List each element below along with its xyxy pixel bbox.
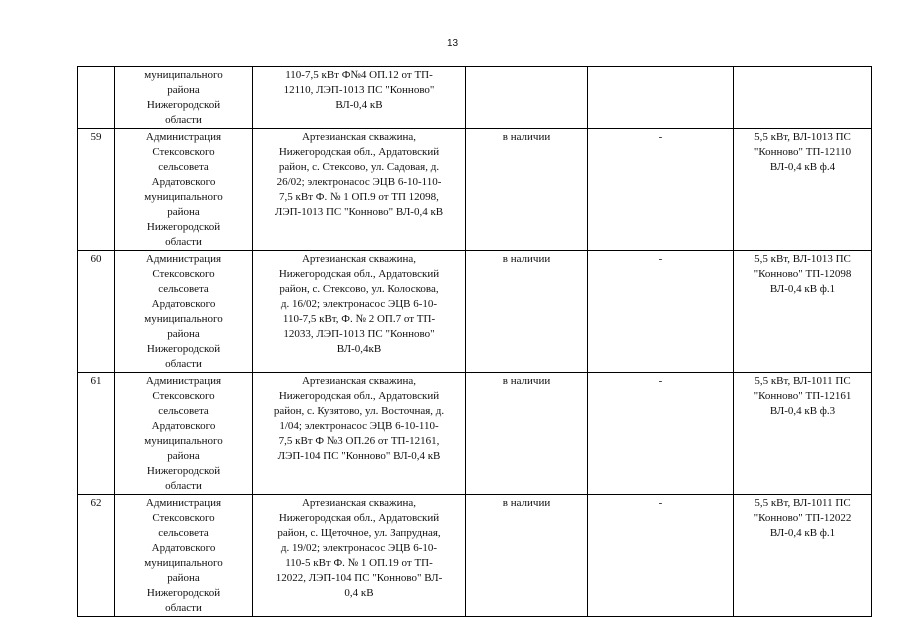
owner-cell-line: района [167,206,200,218]
object-cell-line: район, с. Кузятово, ул. Восточная, д. [273,405,445,417]
object-cell-line: Артезианская скважина, [301,131,417,143]
object-cell [253,373,466,495]
owner-cell-line: муниципального [144,69,223,81]
owner-cell-line: сельсовета [158,161,209,173]
object-cell-line: 26/02; электронасос ЭЦВ 6-10-110- [276,176,442,188]
object-cell-line: д. 16/02; электронасос ЭЦВ 6-10- [280,298,438,310]
owner-cell-line: Нижегородской [146,343,221,355]
page-number: 13 [446,38,459,49]
owner-cell-line: муниципального [144,557,223,569]
dash-cell: - [588,251,734,373]
owner-cell-line: сельсовета [158,405,209,417]
object-cell-line: 110-7,5 кВт Ф№4 ОП.12 от ТП- [285,69,433,81]
object-cell-line: 12022, ЛЭП-104 ПС "Конново" ВЛ- [275,572,443,584]
object-cell-line: 0,4 кВ [344,587,374,599]
owner-cell-line: Стексовского [152,268,215,280]
owner-cell-line: области [165,236,202,248]
power-cell-line: 5,5 кВт, ВЛ-1011 ПС [754,375,851,387]
object-cell-line: ВЛ-0,4 кВ [335,99,383,111]
object-cell-line: 7,5 кВт Ф. № 1 ОП.9 от ТП 12098, [279,191,439,203]
owner-cell-line: Стексовского [152,390,215,402]
row-number-cell [78,67,115,129]
status-cell [466,67,588,129]
power-cell [734,495,872,617]
object-cell [253,67,466,129]
object-cell-line: 1/04; электронасос ЭЦВ 6-10-110- [279,420,439,432]
power-cell-line: ВЛ-0,4 кВ ф.4 [769,161,836,173]
owner-cell-line: Администрация [145,375,222,387]
owner-cell [115,373,253,495]
object-cell-line: Артезианская скважина, [301,497,417,509]
power-cell-line: ВЛ-0,4 кВ ф.1 [769,527,836,539]
owner-cell-line: муниципального [144,313,223,325]
dash-cell: - [588,373,734,495]
power-cell-line: ВЛ-0,4 кВ ф.1 [769,283,836,295]
object-cell-line: район, с. Щеточное, ул. Запрудная, [277,527,441,539]
owner-cell-line: района [167,84,200,96]
object-cell-line: ЛЭП-104 ПС "Конново" ВЛ-0,4 кВ [277,450,441,462]
owner-cell-line: Нижегородской [146,99,221,111]
document-table [77,66,872,617]
power-cell-line: "Конново" ТП-12161 [753,390,852,402]
power-cell-line: 5,5 кВт, ВЛ-1013 ПС [754,253,851,265]
object-cell-line: 12033, ЛЭП-1013 ПС "Конново" [283,328,435,340]
object-cell-line: 110-5 кВт Ф. № 1 ОП.19 от ТП- [285,557,433,569]
status-cell: в наличии [466,251,588,373]
status-cell: в наличии [466,373,588,495]
power-cell [734,251,872,373]
owner-cell-line: Администрация [145,497,222,509]
owner-cell-line: области [165,480,202,492]
owner-cell [115,251,253,373]
object-cell-line: 7,5 кВт Ф №3 ОП.26 от ТП-12161, [278,435,440,447]
row-number-cell: 59 [78,129,115,251]
power-cell [734,373,872,495]
power-cell-line: "Конново" ТП-12098 [753,268,852,280]
table-row [78,495,872,617]
owner-cell [115,495,253,617]
object-cell-line: район, с. Стексово, ул. Колоскова, [279,283,439,295]
power-cell-line: "Конново" ТП-12022 [753,512,852,524]
object-cell-line: ВЛ-0,4кВ [336,343,382,355]
owner-cell-line: области [165,358,202,370]
owner-cell-line: Нижегородской [146,587,221,599]
owner-cell-line: Ардатовского [151,176,216,188]
owner-cell-line: Ардатовского [151,298,216,310]
power-cell-line: ВЛ-0,4 кВ ф.3 [769,405,836,417]
object-cell-line: Нижегородская обл., Ардатовский [278,512,440,524]
owner-cell-line: Нижегородской [146,221,221,233]
owner-cell [115,67,253,129]
row-number-cell: 62 [78,495,115,617]
row-number-cell: 61 [78,373,115,495]
row-number-cell: 60 [78,251,115,373]
table-row [78,373,872,495]
dash-cell: - [588,495,734,617]
object-cell-line: д. 19/02; электронасос ЭЦВ 6-10- [280,542,438,554]
power-cell [734,67,872,129]
status-cell: в наличии [466,129,588,251]
owner-cell-line: Ардатовского [151,542,216,554]
object-cell-line: Нижегородская обл., Ардатовский [278,268,440,280]
owner-cell-line: района [167,450,200,462]
owner-cell-line: района [167,328,200,340]
object-cell-line: 12110, ЛЭП-1013 ПС "Конново" [283,84,435,96]
object-cell-line: Нижегородская обл., Ардатовский [278,146,440,158]
object-cell [253,251,466,373]
owner-cell-line: муниципального [144,435,223,447]
table-row [78,251,872,373]
owner-cell-line: Администрация [145,253,222,265]
owner-cell-line: области [165,114,202,126]
power-cell-line: 5,5 кВт, ВЛ-1013 ПС [754,131,851,143]
object-cell-line: Артезианская скважина, [301,375,417,387]
owner-cell-line: Ардатовского [151,420,216,432]
power-cell [734,129,872,251]
object-cell-line: 110-7,5 кВт, Ф. № 2 ОП.7 от ТП- [282,313,436,325]
owner-cell-line: сельсовета [158,527,209,539]
owner-cell-line: области [165,602,202,614]
power-cell-line: 5,5 кВт, ВЛ-1011 ПС [754,497,851,509]
owner-cell-line: Администрация [145,131,222,143]
owner-cell [115,129,253,251]
object-cell-line: Артезианская скважина, [301,253,417,265]
owner-cell-line: района [167,572,200,584]
object-cell-line: район, с. Стексово, ул. Садовая, д. [278,161,440,173]
object-cell-line: ЛЭП-1013 ПС "Конново" ВЛ-0,4 кВ [274,206,444,218]
object-cell [253,129,466,251]
power-cell-line: "Конново" ТП-12110 [753,146,852,158]
object-cell-line: Нижегородская обл., Ардатовский [278,390,440,402]
object-cell [253,495,466,617]
owner-cell-line: сельсовета [158,283,209,295]
owner-cell-line: Стексовского [152,512,215,524]
dash-cell [588,67,734,129]
table-body [78,67,872,617]
owner-cell-line: муниципального [144,191,223,203]
owner-cell-line: Стексовского [152,146,215,158]
dash-cell: - [588,129,734,251]
owner-cell-line: Нижегородской [146,465,221,477]
table-row [78,129,872,251]
status-cell: в наличии [466,495,588,617]
table-row [78,67,872,129]
